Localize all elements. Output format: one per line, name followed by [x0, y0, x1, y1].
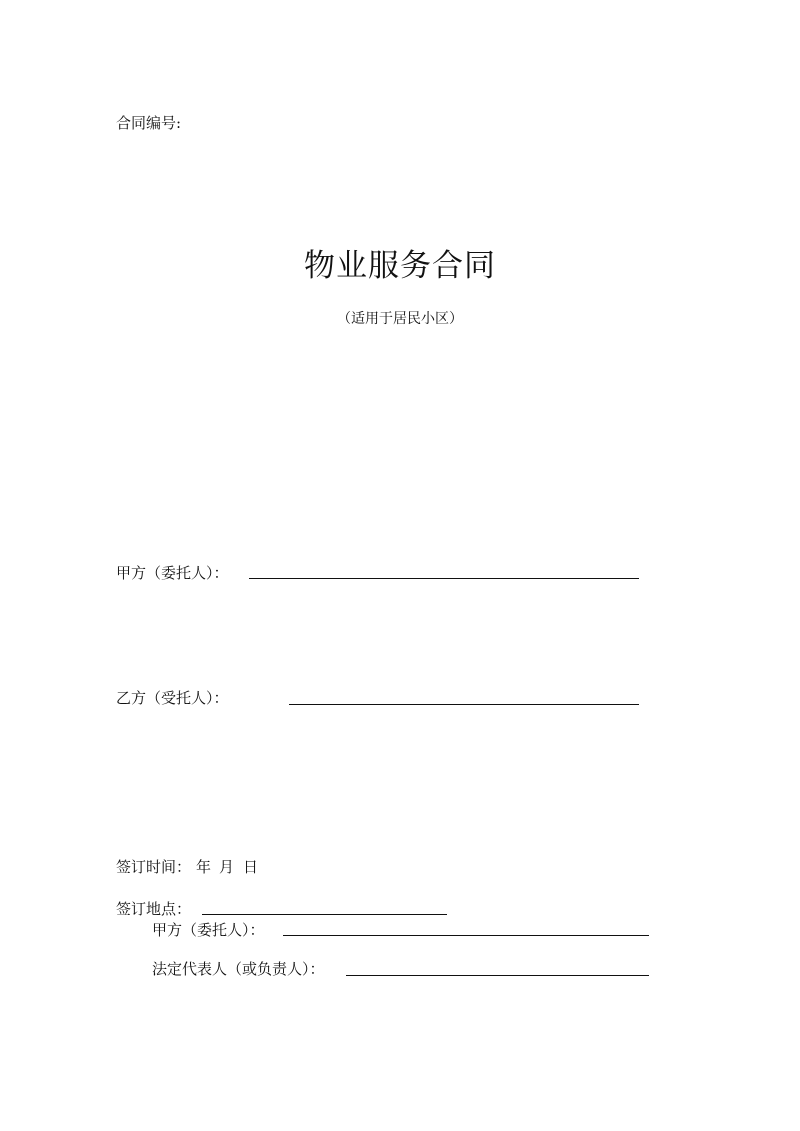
signing-place-label: 签订地点： [116, 900, 192, 918]
document-title: 物业服务合同 [304, 248, 496, 284]
signing-time-year: 年 [196, 858, 212, 876]
signing-place-blank-line[interactable] [202, 914, 447, 915]
legal-representative-blank-line[interactable] [346, 975, 649, 976]
party-b-blank-line[interactable] [289, 704, 639, 705]
party-a-label: 甲方（委托人）： [116, 564, 229, 582]
signing-time-day: 日 [243, 858, 259, 876]
signing-time-month: 月 [219, 858, 235, 876]
document-subtitle: （适用于居民小区） [337, 311, 463, 327]
legal-representative-label: 法定代表人（或负责人）： [152, 960, 325, 978]
contract-number-label: 合同编号: [116, 114, 182, 132]
party-a-blank-line[interactable] [249, 578, 639, 579]
signature-party-a-blank-line[interactable] [283, 935, 649, 936]
signature-party-a-label: 甲方（委托人）： [152, 921, 265, 939]
signing-time-label: 签订时间： [116, 858, 192, 876]
party-b-label: 乙方（受托人）： [116, 689, 229, 707]
